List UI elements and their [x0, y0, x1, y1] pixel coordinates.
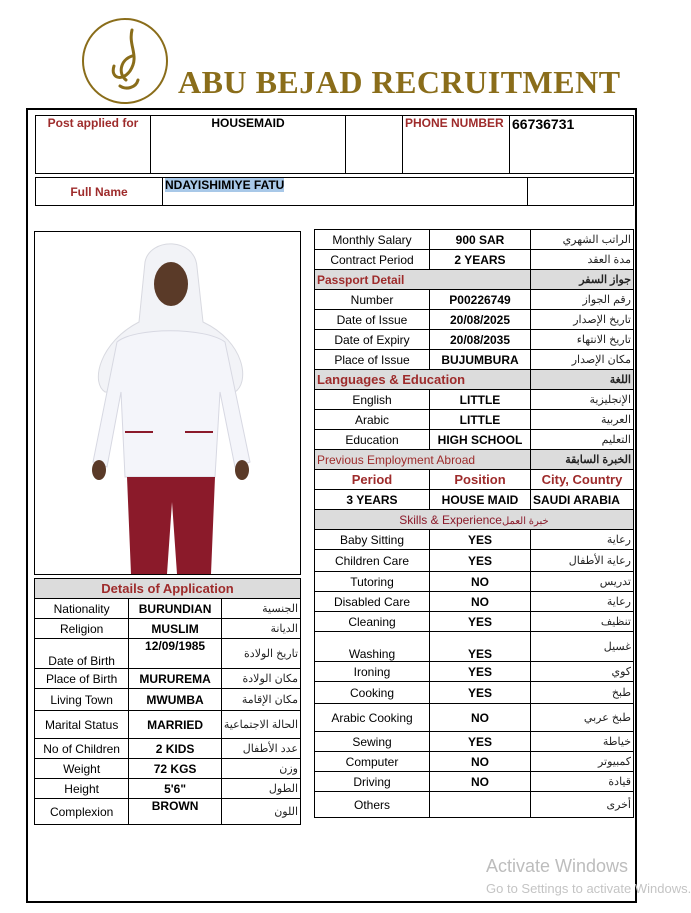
skill-ar: رعاية	[531, 592, 634, 612]
table-row	[35, 759, 301, 779]
skill-label: Cleaning	[315, 612, 430, 632]
marital-status-ar: الحالة الاجتماعية	[221, 711, 300, 739]
phone-value: 66736731	[510, 116, 634, 174]
languages-header	[315, 370, 634, 390]
education-label: Education	[315, 430, 430, 450]
dob-value: 12/09/1985	[129, 639, 222, 669]
skill-value: NO	[430, 592, 531, 612]
table-row	[315, 490, 634, 510]
skill-value: YES	[430, 550, 531, 572]
nationality-label: Nationality	[35, 599, 129, 619]
skill-label: Sewing	[315, 732, 430, 752]
skills-title-cell	[315, 510, 634, 530]
table-row	[35, 779, 301, 799]
skill-label: Others	[315, 792, 430, 818]
employment-title: Previous Employment Abroad	[315, 450, 531, 470]
table-row	[35, 599, 301, 619]
education-value: HIGH SCHOOL	[430, 430, 531, 450]
skill-value: YES	[430, 530, 531, 550]
skills-title-ar: خبرة العمل	[501, 515, 549, 527]
table-row	[315, 592, 634, 612]
religion-label: Religion	[35, 619, 129, 639]
living-town-ar: مكان الإقامة	[221, 689, 300, 711]
complexion-value: BROWN	[129, 799, 222, 825]
english-label: English	[315, 390, 430, 410]
skill-label: Cooking	[315, 682, 430, 704]
skill-ar: قيادة	[531, 772, 634, 792]
table-row	[315, 230, 634, 250]
passport-title: Passport Detail	[315, 270, 531, 290]
pob-value: MURUREMA	[129, 669, 222, 689]
table-row	[315, 662, 634, 682]
children-value: 2 KIDS	[129, 739, 222, 759]
skill-ar: أخرى	[531, 792, 634, 818]
phone-label: PHONE NUMBER	[403, 116, 510, 174]
position-header: Position	[430, 470, 531, 490]
table-row	[35, 689, 301, 711]
table-row	[315, 682, 634, 704]
table-row	[315, 772, 634, 792]
activate-windows-subtitle: Go to Settings to activate Windows.	[486, 881, 691, 896]
table-row	[35, 619, 301, 639]
table-row	[315, 310, 634, 330]
activate-windows-title: Activate Windows	[486, 856, 629, 876]
table-row	[315, 550, 634, 572]
skill-value: NO	[430, 772, 531, 792]
table-row	[315, 612, 634, 632]
skill-label: Disabled Care	[315, 592, 430, 612]
skill-ar: كمبيوتر	[531, 752, 634, 772]
monthly-salary-ar: الراتب الشهري	[531, 230, 634, 250]
table-row	[35, 739, 301, 759]
complexion-ar: اللون	[221, 799, 300, 825]
contract-period-label: Contract Period	[315, 250, 430, 270]
english-ar: الإنجليزية	[531, 390, 634, 410]
expiry-date-ar: تاريخ الانتهاء	[531, 330, 634, 350]
brand-logo-icon	[80, 16, 170, 106]
table-row	[315, 330, 634, 350]
skill-ar: تنظيف	[531, 612, 634, 632]
table-row	[315, 632, 634, 662]
skill-ar: رعاية	[531, 530, 634, 550]
table-row	[315, 470, 634, 490]
complexion-label: Complexion	[35, 799, 129, 825]
post-label: Post applied for	[36, 116, 151, 174]
skill-label: Computer	[315, 752, 430, 772]
issue-date-label: Date of Issue	[315, 310, 430, 330]
skills-title: Skills & Experience	[399, 512, 502, 527]
languages-title: Languages & Education	[315, 370, 531, 390]
position-value: HOUSE MAID	[430, 490, 531, 510]
skill-value: NO	[430, 704, 531, 732]
skills-header	[315, 510, 634, 530]
table-row	[35, 799, 301, 825]
skill-label: Arabic Cooking	[315, 704, 430, 732]
header-table	[35, 115, 634, 174]
table-row	[315, 410, 634, 430]
table-row	[315, 572, 634, 592]
skill-label: Baby Sitting	[315, 530, 430, 550]
employment-header	[315, 450, 634, 470]
skill-value: YES	[430, 662, 531, 682]
skill-value: YES	[430, 682, 531, 704]
person-photo-icon	[35, 232, 300, 574]
skill-ar: رعاية الأطفال	[531, 550, 634, 572]
issue-date-ar: تاريخ الإصدار	[531, 310, 634, 330]
pob-label: Place of Birth	[35, 669, 129, 689]
weight-ar: وزن	[221, 759, 300, 779]
table-row	[315, 350, 634, 370]
weight-label: Weight	[35, 759, 129, 779]
nationality-value: BURUNDIAN	[129, 599, 222, 619]
details-title: Details of Application	[35, 579, 301, 599]
post-value: HOUSEMAID	[151, 116, 346, 174]
passport-number-label: Number	[315, 290, 430, 310]
children-ar: عدد الأطفال	[221, 739, 300, 759]
city-value: SAUDI ARABIA	[531, 490, 634, 510]
skill-ar: غسيل	[531, 632, 634, 662]
name-value-cell	[163, 178, 528, 206]
issue-place-ar: مكان الإصدار	[531, 350, 634, 370]
header-blank	[346, 116, 403, 174]
skill-value	[430, 792, 531, 818]
name-blank	[528, 178, 634, 206]
right-table	[314, 229, 634, 818]
skill-label: Driving	[315, 772, 430, 792]
children-label: No of Children	[35, 739, 129, 759]
pob-ar: مكان الولادة	[221, 669, 300, 689]
issue-place-label: Place of Issue	[315, 350, 430, 370]
table-row	[315, 792, 634, 818]
monthly-salary-value: 900 SAR	[430, 230, 531, 250]
table-row	[35, 639, 301, 669]
employment-title-ar: الخبرة السابقة	[531, 450, 634, 470]
passport-number-value: P00226749	[430, 290, 531, 310]
arabic-value: LITTLE	[430, 410, 531, 430]
brand-title: ABU BEJAD RECRUITMENT	[178, 64, 621, 100]
expiry-date-value: 20/08/2035	[430, 330, 531, 350]
skill-label: Washing	[315, 632, 430, 662]
religion-ar: الديانة	[221, 619, 300, 639]
dob-label: Date of Birth	[35, 639, 129, 669]
dob-ar: تاريخ الولادة	[221, 639, 300, 669]
monthly-salary-label: Monthly Salary	[315, 230, 430, 250]
table-row	[35, 711, 301, 739]
living-town-label: Living Town	[35, 689, 129, 711]
height-value: 5'6"	[129, 779, 222, 799]
skill-label: Ironing	[315, 662, 430, 682]
table-row	[315, 430, 634, 450]
passport-number-ar: رقم الجواز	[531, 290, 634, 310]
religion-value: MUSLIM	[129, 619, 222, 639]
city-header: City, Country	[531, 470, 634, 490]
english-value: LITTLE	[430, 390, 531, 410]
passport-header	[315, 270, 634, 290]
height-label: Height	[35, 779, 129, 799]
nationality-ar: الجنسية	[221, 599, 300, 619]
name-value: NDAYISHIMIYE FATU	[165, 178, 285, 192]
table-row	[315, 732, 634, 752]
skill-ar: طبخ	[531, 682, 634, 704]
arabic-ar: العربية	[531, 410, 634, 430]
marital-status-label: Marital Status	[35, 711, 129, 739]
languages-title-ar: اللغة	[531, 370, 634, 390]
table-row	[35, 669, 301, 689]
skill-ar: طبخ عربي	[531, 704, 634, 732]
skill-value: NO	[430, 572, 531, 592]
contract-period-ar: مدة العقد	[531, 250, 634, 270]
details-table	[34, 578, 301, 825]
arabic-label: Arabic	[315, 410, 430, 430]
name-label: Full Name	[36, 178, 163, 206]
skill-ar: خياطة	[531, 732, 634, 752]
skill-ar: كوي	[531, 662, 634, 682]
issue-date-value: 20/08/2025	[430, 310, 531, 330]
weight-value: 72 KGS	[129, 759, 222, 779]
skill-label: Children Care	[315, 550, 430, 572]
issue-place-value: BUJUMBURA	[430, 350, 531, 370]
education-ar: التعليم	[531, 430, 634, 450]
period-value: 3 YEARS	[315, 490, 430, 510]
skill-value: YES	[430, 632, 531, 662]
applicant-photo	[34, 231, 301, 575]
height-ar: الطول	[221, 779, 300, 799]
table-row	[315, 250, 634, 270]
period-header: Period	[315, 470, 430, 490]
skill-value: YES	[430, 732, 531, 752]
contract-period-value: 2 YEARS	[430, 250, 531, 270]
table-row	[315, 752, 634, 772]
table-row	[315, 290, 634, 310]
table-row	[315, 530, 634, 550]
name-table	[35, 177, 634, 206]
table-row	[315, 704, 634, 732]
skill-value: YES	[430, 612, 531, 632]
skill-value: NO	[430, 752, 531, 772]
table-row	[315, 390, 634, 410]
expiry-date-label: Date of Expiry	[315, 330, 430, 350]
living-town-value: MWUMBA	[129, 689, 222, 711]
marital-status-value: MARRIED	[129, 711, 222, 739]
skill-ar: تدريس	[531, 572, 634, 592]
skill-label: Tutoring	[315, 572, 430, 592]
passport-title-ar: جواز السفر	[531, 270, 634, 290]
